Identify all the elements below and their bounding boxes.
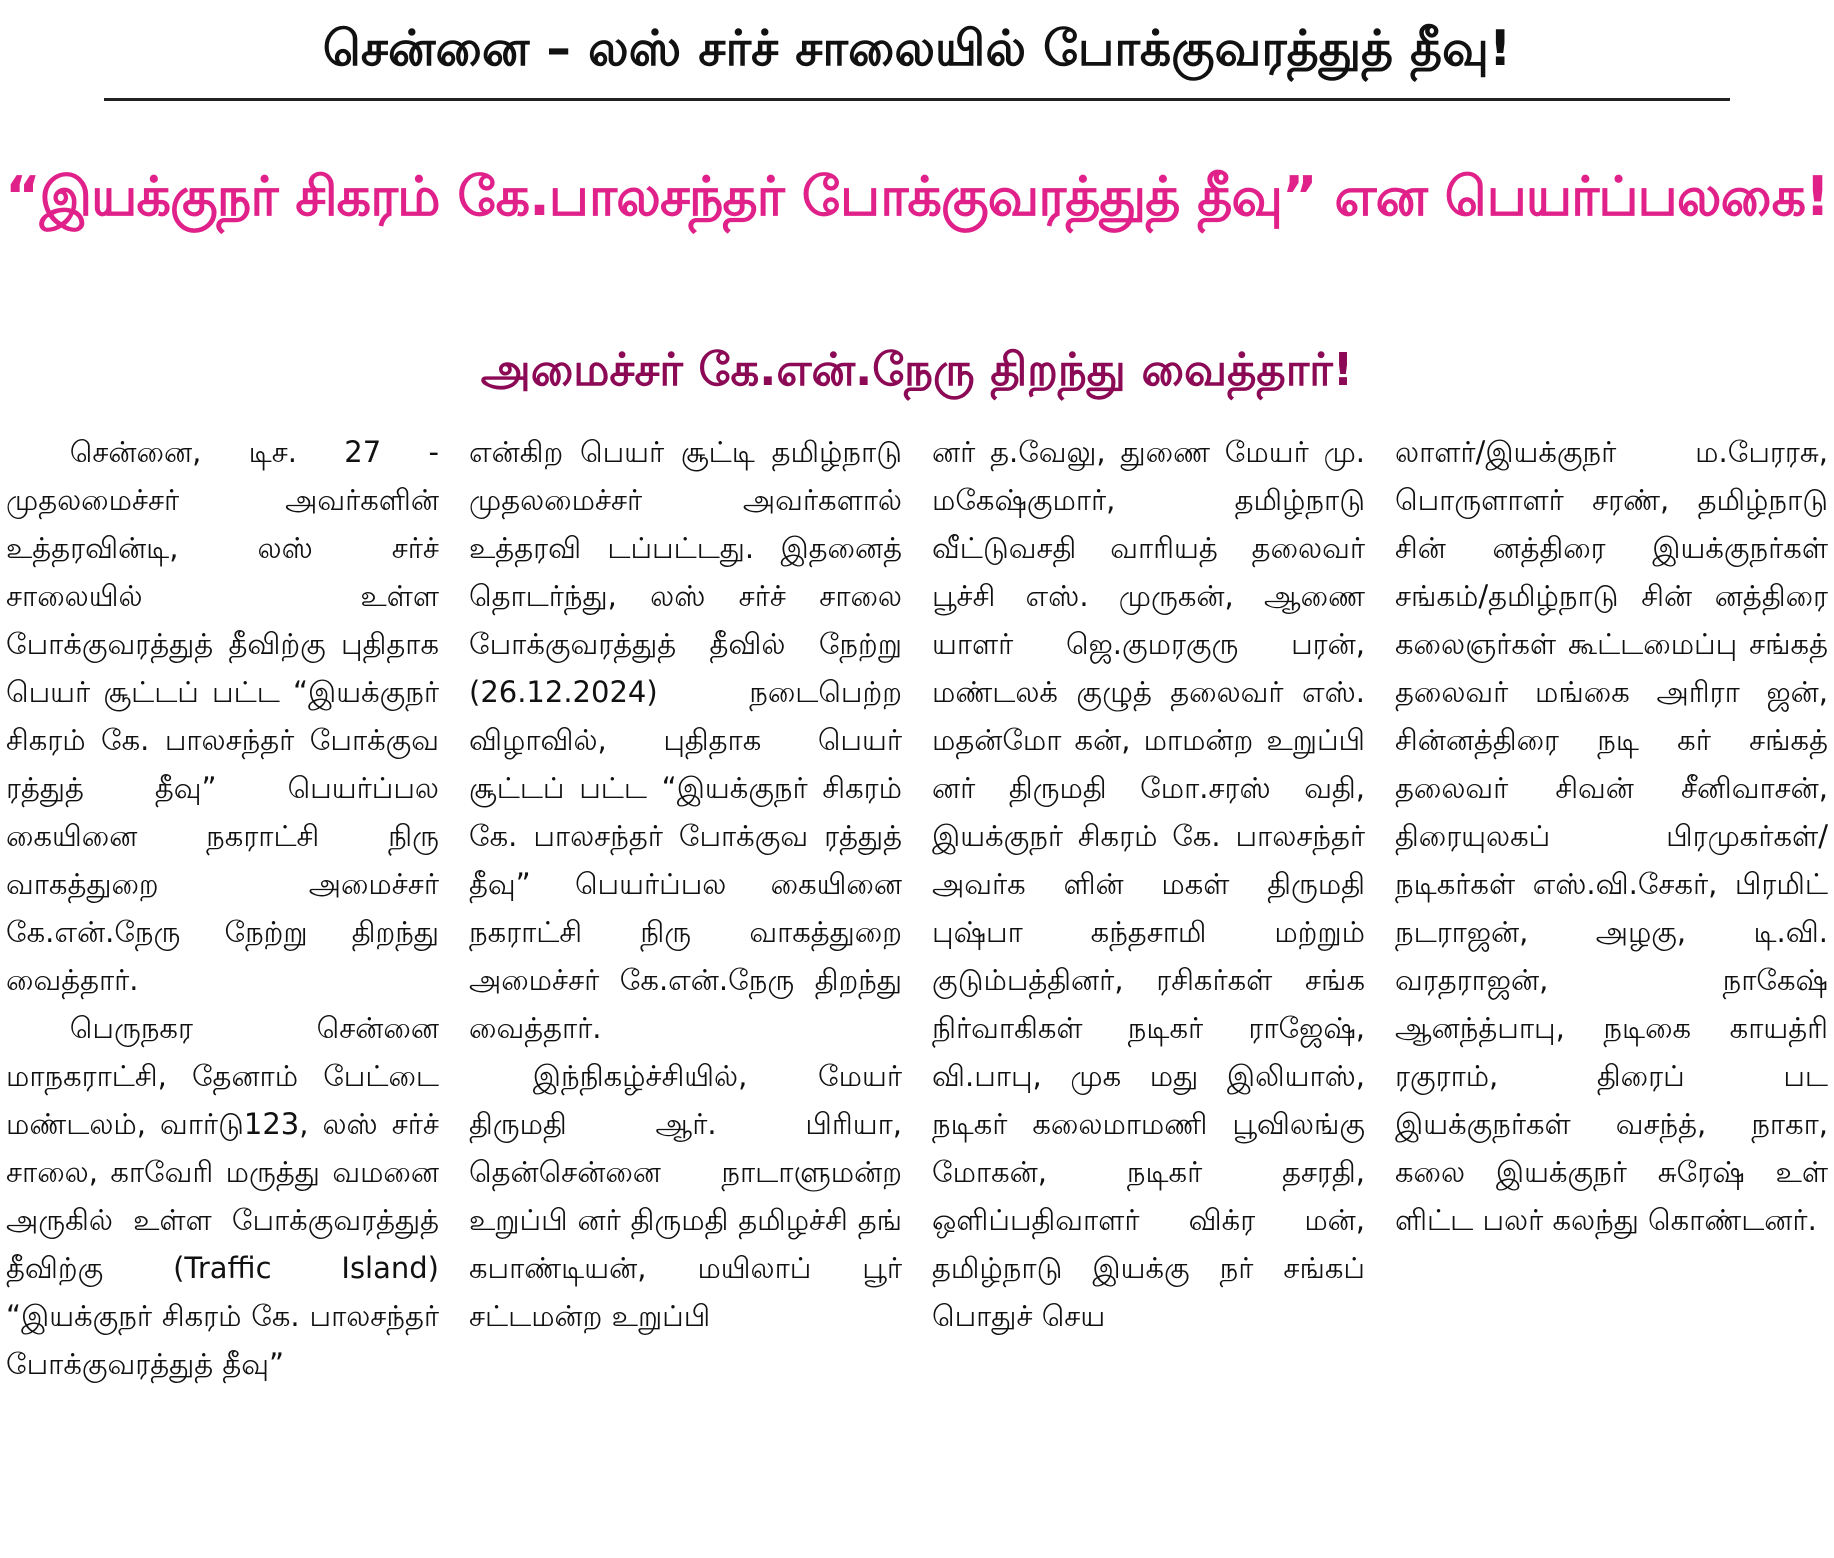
article-paragraph: லாளர்/இயக்குநர் ம.பேரரசு, பொருளாளர் சரண், தமிழ்நாடு சின் னத்திரை இயக்குநர்கள் சங்கம்/தமிழ்நாடு சின் னத்திரை கலைஞர்கள் கூட்டமைப்பு சங்கத் தலைவர் மங்கை அரிரா ஜன், சின்னத்திரை நடி கர் சங்கத் தலைவர் சிவன் சீனிவாசன், திரையுலகப் பிரமுகர்கள்/நடிகர்கள் எஸ்.வி.சேகர், பிரமிட் நடராஜன், அழகு, டி.வி. வரதராஜன், நாகேஷ் ஆனந்த்பாபு, நடிகை காயத்ரி ரகுராம், திரைப் பட இயக்குநர்கள் வசந்த், நாகா, கலை இயக்குநர் சுரேஷ் உள் ளிட்ட பலர் கலந்து கொண்டனர். [1395,435,1828,1237]
kicker-divider [104,98,1730,101]
sub-headline: அமைச்சர் கே.என்.நேரு திறந்து வைத்தார்! [480,343,1354,396]
article-paragraph: னர் த.வேலு, துணை மேயர் மு. மகேஷ்குமார், தமிழ்நாடு வீட்டுவசதி வாரியத் தலைவர் பூச்சி எஸ். முருகன், ஆணை யாளர் ஜெ.குமரகுரு பரன், மண்டலக் குழுத் தலைவர் எஸ். மதன்மோ கன், மாமன்ற உறுப்பி னர் திருமதி மோ.சரஸ் வதி, இயக்குநர் சிகரம் கே. பாலசந்தர் அவர்க ளின் மகள் திருமதி புஷ்பா கந்தசாமி மற்றும் குடும்பத்தினர், ரசிகர்கள் சங்க நிர்வாகிகள் நடிகர் ராஜேஷ், வி.பாபு, முக மது இலியாஸ், நடிகர் கலைமாமணி பூவிலங்கு மோகன், நடிகர் தசரதி, ஒளிப்பதிவாளர் விக்ர மன், தமிழ்நாடு இயக்கு நர் சங்கப் பொதுச் செய [932,435,1365,1333]
article-paragraph: சென்னை, டிச. 27 - முதலமைச்சர் அவர்களின் உத்தரவின்டி, லஸ் சர்ச் சாலையில் உள்ள போக்குவரத்துத் தீவிற்கு புதிதாக பெயர் சூட்டப் பட்ட “இயக்குநர் சிகரம் கே. பாலசந்தர் போக்குவ ரத்துத் தீவு” பெயர்ப்பல கையினை நகராட்சி நிரு வாகத்துறை அமைச்சர் கே.என்.நேரு நேற்று திறந்து வைத்தார். [6,435,439,997]
article-column-1 [6,428,439,1548]
article-column-3 [932,428,1365,1548]
article-paragraph: இந்நிகழ்ச்சியில், மேயர் திருமதி ஆர். பிரியா, தென்சென்னை நாடாளுமன்ற உறுப்பி னர் திருமதி தமிழச்சி தங் கபாண்டியன், மயிலாப் பூர் சட்டமன்ற உறுப்பி [469,1059,902,1333]
article-paragraph: என்கிற பெயர் சூட்டி தமிழ்நாடு முதலமைச்சர் அவர்களால் உத்தரவி டப்பட்டது. இதனைத் தொடர்ந்து, லஸ் சர்ச் சாலை போக்குவரத்துத் தீவில் நேற்று (26.12.2024) நடைபெற்ற விழாவில், புதிதாக பெயர் சூட்டப் பட்ட “இயக்குநர் சிகரம் கே. பாலசந்தர் போக்குவ ரத்துத் தீவு” பெயர்ப்பல கையினை நகராட்சி நிரு வாகத்துறை அமைச்சர் கே.என்.நேரு திறந்து வைத்தார். [469,435,902,1045]
article-paragraph: பெருநகர சென்னை மாநகராட்சி, தேனாம் பேட்டை மண்டலம், வார்டு123, லஸ் சர்ச் சாலை, காவேரி மருத்து வமனை அருகில் உள்ள போக்குவரத்துத் தீவிற்கு (Traffic Island) “இயக்குநர் சிகரம் கே. பாலசந்தர் போக்குவரத்துத் தீவு” [6,1011,439,1381]
article-column-2 [469,428,902,1548]
article-column-4 [1395,428,1828,1548]
article-body [6,428,1828,1548]
main-headline: “இயக்குநர் சிகரம் கே.பாலசந்தர் போக்குவரத்துத் தீவு” என பெயர்ப்பலகை! [5,165,1829,228]
kicker-headline: சென்னை – லஸ் சர்ச் சாலையில் போக்குவரத்துத் தீவு! [322,20,1512,77]
